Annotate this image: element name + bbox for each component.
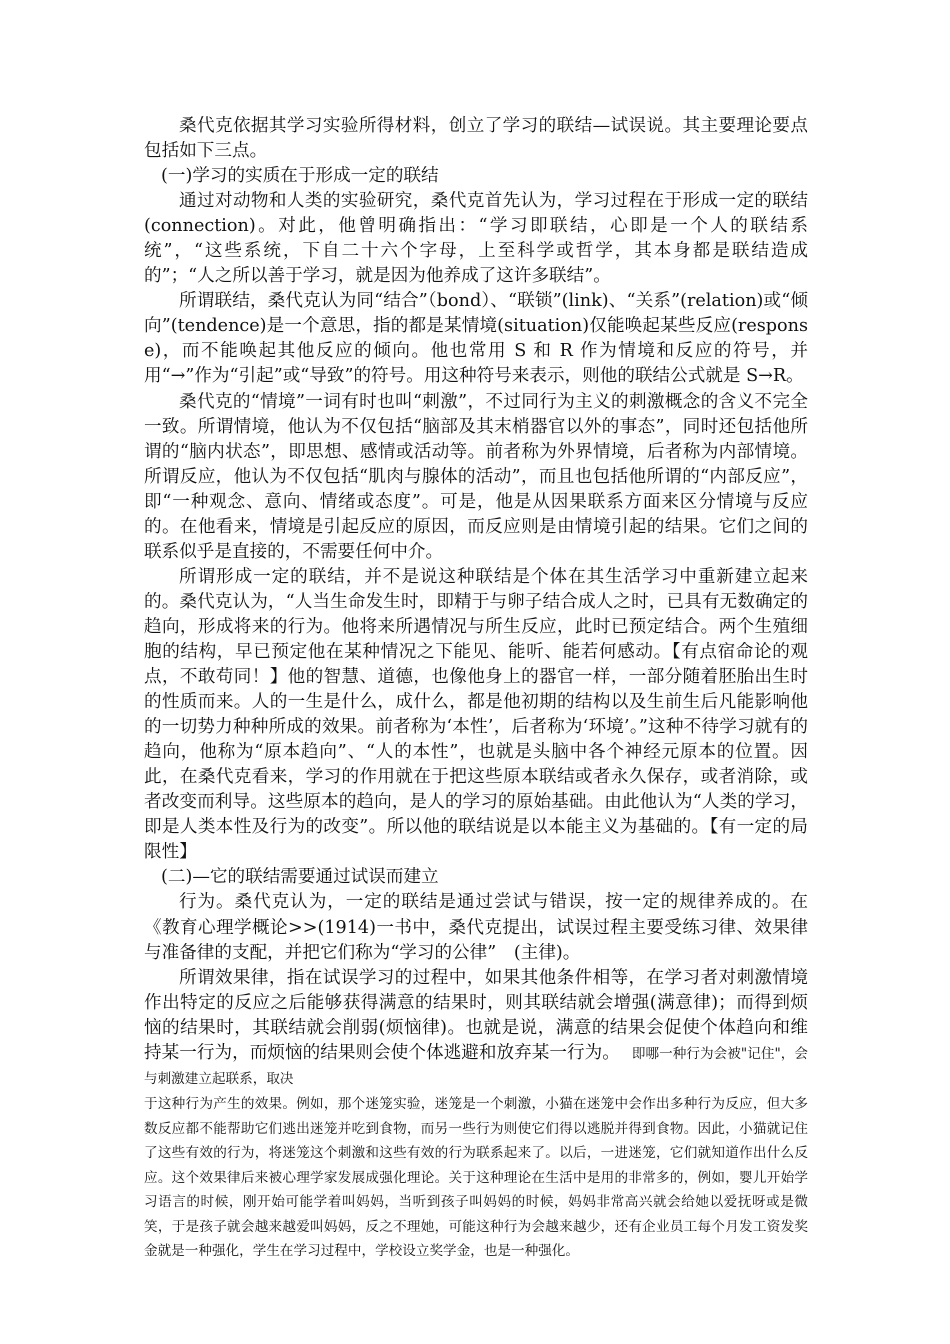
paragraph-bond: 所谓联结，桑代克认为同“结合”（bond）、“联锁”(link)、“关系”(relation)或“倾向”(tendence)是一个意思，指的都是某情境(situation)仅能唤起某些反应(response)，而不能唤起其他反应的倾向。他也常用 S 和 R 作为情境和反应的符号，并用“→”作为“引起”或“导致”的符号。用这种符号来表示，则他的联结公式就是 S→R。 — [144, 291, 808, 387]
law-of-effect-text: 所谓效果律，指在试误学习的过程中，如果其他条件相等，在学习者对刺激情境作出特定的反应之后能够获得满意的结果时，则其联结就会增强(满意律)；而得到烦恼的结果时，其联结就会削弱(烦恼律)。也就是说，满意的结果会促使个体趋向和维持某一行为，而烦恼的结果则会使个体逃避和放弃某一行为。 — [144, 967, 808, 1063]
paragraph-law-of-effect — [144, 966, 808, 1092]
law-of-effect-note-lead: 即哪一种行为会被"记住"，会与刺激建立起联系，取决 — [144, 1045, 808, 1088]
paragraph-law-of-effect-note: 于这种行为产生的效果。例如，那个迷笼实验，迷笼是一个刺激，小猫在迷笼中会作出多种行为反应，但大多数反应都不能帮助它们逃出迷笼并吃到食物，而另一些行为则使它们得以逃脱并得到食物。因此，小猫就记住了这些有效的行为，将迷笼这个刺激和这些有效的行为联系起来了。以后，一进迷笼，它们就知道作出什么反应。这个效果律后来被心理学家发展成强化理论。关于这种理论在生活中是用的非常多的，例如，婴儿开始学习语言的时候，刚开始可能学着叫妈妈，当听到孩子叫妈妈的时候，妈妈非常高兴就会给她以爱抚呀或是微笑，于是孩子就会越来越爱叫妈妈，反之不理她，可能这种行为会越来越少，还有企业员工每个月发工资发奖金就是一种强化，学生在学习过程中，学校设立奖学金，也是一种强化。 — [144, 1095, 808, 1260]
section-heading-1: (一)学习的实质在于形成一定的联结 — [161, 166, 439, 187]
paragraph-connection: 通过对动物和人类的实验研究，桑代克首先认为，学习过程在于形成一定的联结(connection)。对此，他曾明确指出：“学习即联结，心即是一个人的联结系统”，“这些系统，下自二十六个字母，上至科学或哲学，其本身都是联结造成的”；“人之所以善于学习，就是因为他养成了这许多联结”。 — [144, 191, 808, 287]
section-heading-2: (二)—它的联结需要通过试误而建立 — [161, 867, 439, 888]
paragraph-trial-error: 行为。桑代克认为，一定的联结是通过尝试与错误，按一定的规律养成的。在《教育心理学概论>>(1914)一书中，桑代克提出，试误过程主要受练习律、效果律与准备律的支配，并把它们称为“学习的公律” (主律)。 — [144, 892, 808, 963]
paragraph-situation: 桑代克的“情境”一词有时也叫“刺激”，不过同行为主义的刺激概念的含义不完全一致。所谓情境，他认为不仅包括“脑部及其末梢器官以外的事态”，同时还包括他所谓的“脑内状态”，即思想、感情或活动等。前者称为外界情境，后者称为内部情境。所谓反应，他认为不仅包括“肌肉与腺体的活动”，而且也包括他所谓的“内部反应”，即“一种观念、意向、情绪或态度”。可是，他是从因果联系方面来区分情境与反应的。在他看来，情境是引起反应的原因，而反应则是由情境引起的结果。它们之间的联系似乎是直接的，不需要任何中介。 — [144, 391, 808, 562]
document-page — [144, 114, 808, 1264]
intro-paragraph: 桑代克依据其学习实验所得材料，创立了学习的联结—试误说。其主要理论要点包括如下三点。 — [144, 116, 808, 162]
paragraph-innate-tendency: 所谓形成一定的联结，并不是说这种联结是个体在其生活学习中重新建立起来的。桑代克认为，“人当生命发生时，即精于与卵子结合成人之时，已具有无数确定的趋向，形成将来的行为。他将来所遇情况与所生反应，此时已预定结合。两个生殖细胞的结构，早已预定他在某种情况之下能见、能听、能若何感动。【有点宿命论的观点，不敢苟同！】他的智慧、道德，也像他身上的器官一样，一部分随着胚胎出生时的性质而来。人的一生是什么，成什么，都是他初期的结构以及生前生后凡能影响他的一切势力种种所成的效果。前者称为‘本性’，后者称为‘环境’。”这种不待学习就有的趋向，他称为“原本趋向”、“人的本性”，也就是头脑中各个神经元原本的位置。因此，在桑代克看来，学习的作用就在于把这些原本联结或者永久保存，或者消除，或者改变而利导。这些原本的趋向，是人的学习的原始基础。由此他认为“人类的学习，即是人类本性及行为的改变”。所以他的联结说是以本能主义为基础的。【有一定的局限性】 — [144, 566, 808, 863]
